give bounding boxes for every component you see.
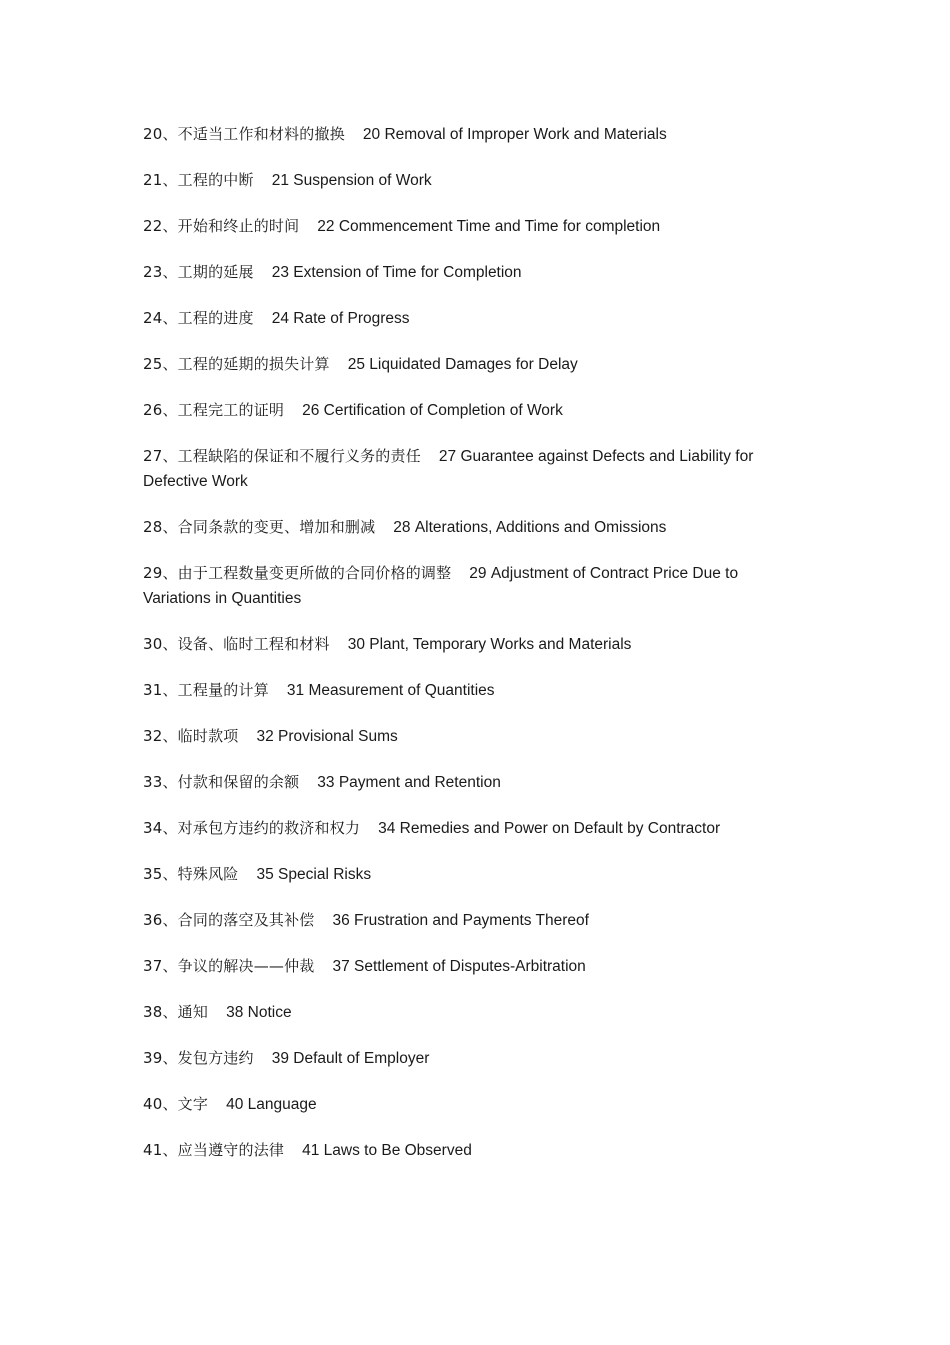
clause-item bbox=[143, 561, 803, 611]
clause-title-zh: 29、由于工程数量变更所做的合同价格的调整 bbox=[143, 564, 452, 582]
clause-title-zh: 39、发包方违约 bbox=[143, 1049, 254, 1067]
clause-title-zh: 26、工程完工的证明 bbox=[143, 401, 285, 419]
clause-title-zh: 40、文字 bbox=[143, 1095, 209, 1113]
clause-title-en: 27 Guarantee against Defects and Liability for Defective Work bbox=[143, 448, 754, 490]
clause-title-en: 39 Default of Employer bbox=[271, 1050, 430, 1067]
clause-title-en: 34 Remedies and Power on Default by Contractor bbox=[378, 820, 721, 837]
clause-item bbox=[143, 1092, 803, 1117]
clause-item bbox=[143, 1046, 803, 1071]
clause-title-zh: 35、特殊风险 bbox=[143, 865, 239, 883]
clause-title-zh: 32、临时款项 bbox=[143, 727, 239, 745]
clause-title-en: 29 Adjustment of Contract Price Due to Variations in Quantities bbox=[143, 565, 739, 607]
clause-item bbox=[143, 908, 803, 933]
clause-title-en: 41 Laws to Be Observed bbox=[302, 1142, 472, 1159]
clause-item bbox=[143, 352, 803, 377]
clause-title-zh: 34、对承包方违约的救济和权力 bbox=[143, 819, 361, 837]
clause-item bbox=[143, 398, 803, 423]
clause-title-zh: 36、合同的落空及其补偿 bbox=[143, 911, 315, 929]
clause-item bbox=[143, 515, 803, 540]
clause-title-zh: 33、付款和保留的余额 bbox=[143, 773, 300, 791]
clause-item bbox=[143, 678, 803, 703]
clause-list bbox=[143, 122, 803, 1184]
clause-item bbox=[143, 122, 803, 147]
clause-title-en: 22 Commencement Time and Time for completion bbox=[317, 218, 661, 235]
clause-title-en: 35 Special Risks bbox=[256, 866, 372, 883]
clause-title-zh: 28、合同条款的变更、增加和删减 bbox=[143, 518, 376, 536]
clause-item bbox=[143, 168, 803, 193]
clause-title-zh: 23、工期的延展 bbox=[143, 263, 254, 281]
clause-item bbox=[143, 954, 803, 979]
clause-item bbox=[143, 770, 803, 795]
clause-title-en: 25 Liquidated Damages for Delay bbox=[347, 356, 578, 373]
clause-item bbox=[143, 632, 803, 657]
clause-title-en: 40 Language bbox=[226, 1096, 317, 1113]
clause-title-en: 23 Extension of Time for Completion bbox=[271, 264, 522, 281]
clause-title-en: 21 Suspension of Work bbox=[271, 172, 432, 189]
clause-title-en: 36 Frustration and Payments Thereof bbox=[332, 912, 589, 929]
clause-title-zh: 25、工程的延期的损失计算 bbox=[143, 355, 330, 373]
clause-title-en: 32 Provisional Sums bbox=[256, 728, 398, 745]
clause-title-zh: 30、设备、临时工程和材料 bbox=[143, 635, 330, 653]
clause-title-zh: 38、通知 bbox=[143, 1003, 209, 1021]
clause-item bbox=[143, 214, 803, 239]
clause-title-en: 30 Plant, Temporary Works and Materials bbox=[347, 636, 632, 653]
clause-title-zh: 27、工程缺陷的保证和不履行义务的责任 bbox=[143, 447, 421, 465]
clause-title-zh: 24、工程的进度 bbox=[143, 309, 254, 327]
clause-title-en: 37 Settlement of Disputes-Arbitration bbox=[332, 958, 586, 975]
clause-item bbox=[143, 260, 803, 285]
clause-item bbox=[143, 816, 803, 841]
clause-title-en: 26 Certification of Completion of Work bbox=[302, 402, 563, 419]
clause-title-en: 31 Measurement of Quantities bbox=[286, 682, 495, 699]
clause-title-en: 24 Rate of Progress bbox=[271, 310, 410, 327]
clause-item bbox=[143, 1138, 803, 1163]
clause-item bbox=[143, 862, 803, 887]
clause-title-zh: 37、争议的解决——仲裁 bbox=[143, 957, 315, 975]
clause-title-zh: 41、应当遵守的法律 bbox=[143, 1141, 285, 1159]
clause-item bbox=[143, 444, 803, 494]
clause-title-en: 38 Notice bbox=[226, 1004, 292, 1021]
clause-title-en: 33 Payment and Retention bbox=[317, 774, 501, 791]
clause-title-en: 20 Removal of Improper Work and Materials bbox=[362, 126, 667, 143]
clause-title-zh: 22、开始和终止的时间 bbox=[143, 217, 300, 235]
clause-title-zh: 20、不适当工作和材料的撤换 bbox=[143, 125, 345, 143]
clause-title-zh: 21、工程的中断 bbox=[143, 171, 254, 189]
clause-item bbox=[143, 724, 803, 749]
clause-item bbox=[143, 1000, 803, 1025]
clause-title-zh: 31、工程量的计算 bbox=[143, 681, 269, 699]
clause-item bbox=[143, 306, 803, 331]
clause-title-en: 28 Alterations, Additions and Omissions bbox=[393, 519, 667, 536]
